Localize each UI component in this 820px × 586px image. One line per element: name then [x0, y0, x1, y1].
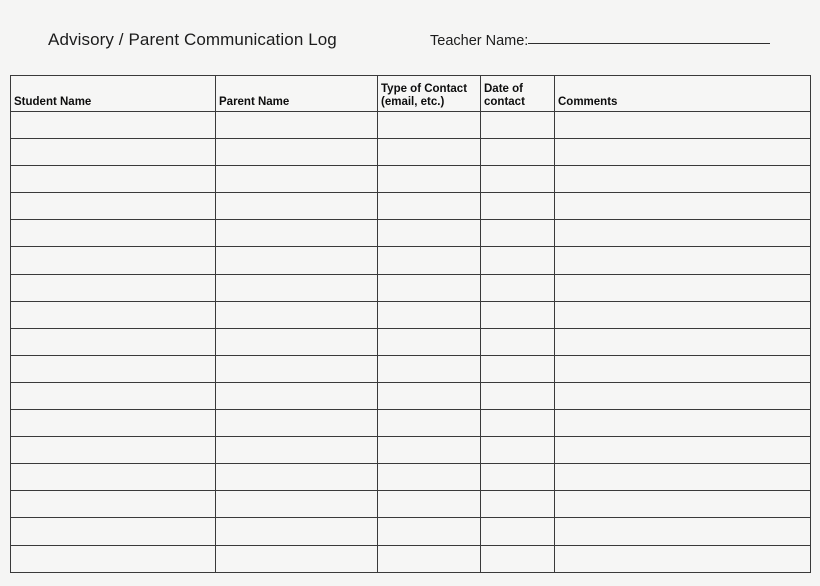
- table-row: [11, 220, 811, 247]
- cell-comments[interactable]: [555, 166, 811, 193]
- table-row: [11, 545, 811, 572]
- cell-date_of_contact[interactable]: [481, 220, 555, 247]
- cell-date_of_contact[interactable]: [481, 545, 555, 572]
- cell-student_name[interactable]: [11, 274, 216, 301]
- table-row: [11, 139, 811, 166]
- cell-student_name[interactable]: [11, 166, 216, 193]
- column-header-label: contact: [484, 95, 525, 108]
- cell-comments[interactable]: [555, 437, 811, 464]
- cell-parent_name[interactable]: [216, 355, 378, 382]
- table-row: [11, 112, 811, 139]
- cell-parent_name[interactable]: [216, 545, 378, 572]
- cell-comments[interactable]: [555, 464, 811, 491]
- cell-date_of_contact[interactable]: [481, 491, 555, 518]
- table-row: [11, 410, 811, 437]
- cell-date_of_contact[interactable]: [481, 437, 555, 464]
- table-row: [11, 437, 811, 464]
- column-header-label: Type of Contact: [381, 83, 468, 95]
- cell-type_of_contact[interactable]: [378, 112, 481, 139]
- cell-comments[interactable]: [555, 139, 811, 166]
- cell-parent_name[interactable]: [216, 220, 378, 247]
- cell-type_of_contact[interactable]: [378, 193, 481, 220]
- cell-comments[interactable]: [555, 193, 811, 220]
- table-row: [11, 274, 811, 301]
- table-row: [11, 193, 811, 220]
- column-header-date_of_contact: [481, 76, 555, 112]
- cell-student_name[interactable]: [11, 545, 216, 572]
- cell-comments[interactable]: [555, 274, 811, 301]
- cell-type_of_contact[interactable]: [378, 166, 481, 193]
- cell-type_of_contact[interactable]: [378, 139, 481, 166]
- cell-student_name[interactable]: [11, 112, 216, 139]
- column-header-student_name: [11, 76, 216, 112]
- cell-student_name[interactable]: [11, 220, 216, 247]
- column-header-label: (email, etc.): [381, 95, 445, 108]
- table-row: [11, 355, 811, 382]
- table-row: [11, 247, 811, 274]
- cell-comments[interactable]: [555, 247, 811, 274]
- cell-comments[interactable]: [555, 518, 811, 545]
- cell-type_of_contact[interactable]: [378, 247, 481, 274]
- cell-date_of_contact[interactable]: [481, 193, 555, 220]
- page-header: [0, 28, 820, 64]
- cell-date_of_contact[interactable]: [481, 328, 555, 355]
- cell-parent_name[interactable]: [216, 301, 378, 328]
- table-row: [11, 518, 811, 545]
- cell-parent_name[interactable]: [216, 382, 378, 409]
- cell-student_name[interactable]: [11, 491, 216, 518]
- table-row: [11, 301, 811, 328]
- cell-comments[interactable]: [555, 301, 811, 328]
- column-header-type_of_contact: [378, 76, 481, 112]
- table-row: [11, 464, 811, 491]
- cell-parent_name[interactable]: [216, 166, 378, 193]
- cell-student_name[interactable]: [11, 410, 216, 437]
- cell-date_of_contact[interactable]: [481, 301, 555, 328]
- cell-comments[interactable]: [555, 355, 811, 382]
- cell-type_of_contact[interactable]: [378, 437, 481, 464]
- column-header-label: Date of: [484, 83, 523, 95]
- cell-comments[interactable]: [555, 220, 811, 247]
- column-header-label: Parent Name: [219, 95, 290, 108]
- cell-date_of_contact[interactable]: [481, 112, 555, 139]
- cell-type_of_contact[interactable]: [378, 220, 481, 247]
- cell-parent_name[interactable]: [216, 274, 378, 301]
- cell-student_name[interactable]: [11, 193, 216, 220]
- cell-student_name[interactable]: [11, 518, 216, 545]
- cell-student_name[interactable]: [11, 247, 216, 274]
- cell-comments[interactable]: [555, 112, 811, 139]
- cell-comments[interactable]: [555, 410, 811, 437]
- cell-comments[interactable]: [555, 328, 811, 355]
- table-body: [11, 112, 811, 573]
- page-title: Advisory / Parent Communication Log: [48, 30, 337, 49]
- cell-parent_name[interactable]: [216, 112, 378, 139]
- table-header-row: [11, 76, 811, 112]
- column-header-label: Student Name: [14, 95, 92, 108]
- cell-date_of_contact[interactable]: [481, 382, 555, 409]
- cell-date_of_contact[interactable]: [481, 274, 555, 301]
- cell-student_name[interactable]: [11, 464, 216, 491]
- cell-type_of_contact[interactable]: [378, 301, 481, 328]
- cell-type_of_contact[interactable]: [378, 382, 481, 409]
- cell-comments[interactable]: [555, 382, 811, 409]
- table-row: [11, 491, 811, 518]
- column-header-label: Comments: [558, 95, 618, 108]
- cell-date_of_contact[interactable]: [481, 518, 555, 545]
- cell-date_of_contact[interactable]: [481, 166, 555, 193]
- communication-log-table: [10, 75, 811, 573]
- cell-parent_name[interactable]: [216, 437, 378, 464]
- cell-date_of_contact[interactable]: [481, 139, 555, 166]
- cell-student_name[interactable]: [11, 301, 216, 328]
- table-header: [11, 76, 811, 112]
- column-header-comments: [555, 76, 811, 112]
- cell-parent_name[interactable]: [216, 328, 378, 355]
- cell-type_of_contact[interactable]: [378, 464, 481, 491]
- cell-type_of_contact[interactable]: [378, 355, 481, 382]
- cell-student_name[interactable]: [11, 139, 216, 166]
- teacher-name-input[interactable]: [528, 43, 770, 44]
- cell-parent_name[interactable]: [216, 410, 378, 437]
- cell-parent_name[interactable]: [216, 491, 378, 518]
- cell-date_of_contact[interactable]: [481, 247, 555, 274]
- column-header-parent_name: [216, 76, 378, 112]
- cell-parent_name[interactable]: [216, 247, 378, 274]
- cell-parent_name[interactable]: [216, 518, 378, 545]
- cell-student_name[interactable]: [11, 437, 216, 464]
- cell-type_of_contact[interactable]: [378, 518, 481, 545]
- cell-type_of_contact[interactable]: [378, 328, 481, 355]
- table-row: [11, 328, 811, 355]
- cell-comments[interactable]: [555, 545, 811, 572]
- cell-student_name[interactable]: [11, 355, 216, 382]
- cell-parent_name[interactable]: [216, 139, 378, 166]
- table-row: [11, 166, 811, 193]
- cell-student_name[interactable]: [11, 328, 216, 355]
- cell-parent_name[interactable]: [216, 193, 378, 220]
- cell-type_of_contact[interactable]: [378, 545, 481, 572]
- cell-date_of_contact[interactable]: [481, 355, 555, 382]
- cell-type_of_contact[interactable]: [378, 274, 481, 301]
- teacher-name-label: Teacher Name:: [430, 33, 529, 49]
- teacher-name-field-group: [430, 31, 770, 51]
- table-row: [11, 382, 811, 409]
- cell-comments[interactable]: [555, 491, 811, 518]
- cell-date_of_contact[interactable]: [481, 410, 555, 437]
- cell-student_name[interactable]: [11, 382, 216, 409]
- cell-type_of_contact[interactable]: [378, 491, 481, 518]
- cell-type_of_contact[interactable]: [378, 410, 481, 437]
- cell-parent_name[interactable]: [216, 464, 378, 491]
- cell-date_of_contact[interactable]: [481, 464, 555, 491]
